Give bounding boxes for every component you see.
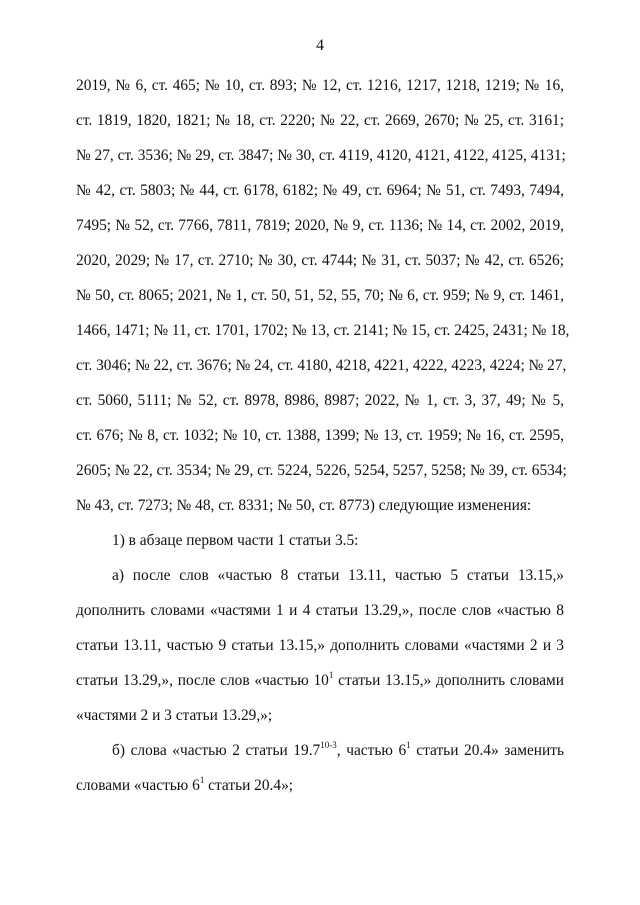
paragraph-line: № 43, ст. 7273; № 48, ст. 8331; № 50, ст. 8773) следующие изменения: bbox=[76, 497, 532, 514]
page-number: 4 bbox=[316, 37, 324, 54]
paragraph-line: ст. 676; № 8, ст. 1032; № 10, ст. 1388, 1399; № 13, ст. 1959; № 16, ст. 2595, bbox=[76, 427, 564, 444]
text-fragment: статьи 13.29,», после слов «частью 10 bbox=[76, 672, 329, 689]
paragraph-line: 2020, 2029; № 17, ст. 2710; № 30, ст. 4744; № 31, ст. 5037; № 42, ст. 6526; bbox=[76, 252, 564, 269]
item-a-line: дополнить словами «частями 1 и 4 статьи 13.29,», после слов «частью 8 bbox=[76, 602, 564, 619]
item-a-line bbox=[76, 671, 564, 691]
superscript: 10-3 bbox=[320, 740, 337, 750]
text-fragment: статьи 20.4»; bbox=[204, 777, 294, 794]
superscript: 1 bbox=[328, 670, 334, 680]
text-fragment: б) слова «частью 2 статьи 19.7 bbox=[112, 742, 321, 759]
text-fragment: , частью 6 bbox=[336, 742, 407, 759]
item-a-line: статьи 13.11, частью 9 статьи 13.15,» дополнить словами «частями 2 и 3 bbox=[76, 637, 564, 654]
paragraph-line: ст. 3046; № 22, ст. 3676; № 24, ст. 4180, 4218, 4221, 4222, 4223, 4224; № 27, bbox=[76, 357, 567, 374]
item-b-line bbox=[112, 741, 564, 761]
item-b-line bbox=[76, 776, 564, 796]
paragraph-line: 2605; № 22, ст. 3534; № 29, ст. 5224, 5226, 5254, 5257, 5258; № 39, ст. 6534; bbox=[76, 462, 567, 479]
item-1-heading: 1) в абзаце первом части 1 статьи 3.5: bbox=[112, 532, 359, 549]
paragraph-line: № 27, ст. 3536; № 29, ст. 3847; № 30, ст. 4119, 4120, 4121, 4122, 4125, 4131; bbox=[76, 147, 566, 164]
paragraph-line: 2019, № 6, ст. 465; № 10, ст. 893; № 12, ст. 1216, 1217, 1218, 1219; № 16, bbox=[76, 77, 564, 94]
paragraph-line: 7495; № 52, ст. 7766, 7811, 7819; 2020, № 9, ст. 1136; № 14, ст. 2002, 2019, bbox=[76, 217, 564, 234]
item-a-line: «частями 2 и 3 статьи 13.29,»; bbox=[76, 707, 273, 724]
item-a-line: а) после слов «частью 8 статьи 13.11, частью 5 статьи 13.15,» bbox=[112, 567, 564, 584]
superscript: 1 bbox=[199, 775, 205, 785]
paragraph-line: ст. 5060, 5111; № 52, ст. 8978, 8986, 8987; 2022, № 1, ст. 3, 37, 49; № 5, bbox=[76, 392, 564, 409]
superscript: 1 bbox=[406, 740, 411, 750]
paragraph-line: 1466, 1471; № 11, ст. 1701, 1702; № 13, ст. 2141; № 15, ст. 2425, 2431; № 18, bbox=[76, 322, 570, 339]
text-fragment: статьи 13.15,» дополнить словами bbox=[333, 672, 564, 689]
text-fragment: словами «частью 6 bbox=[76, 777, 200, 794]
paragraph-line: ст. 1819, 1820, 1821; № 18, ст. 2220; № 22, ст. 2669, 2670; № 25, ст. 3161; bbox=[76, 112, 564, 129]
text-fragment: статьи 20.4» заменить bbox=[410, 742, 564, 759]
paragraph-line: № 50, ст. 8065; 2021, № 1, ст. 50, 51, 52, 55, 70; № 6, ст. 959; № 9, ст. 1461, bbox=[76, 287, 564, 304]
paragraph-line: № 42, ст. 5803; № 44, ст. 6178, 6182; № 49, ст. 6964; № 51, ст. 7493, 7494, bbox=[76, 182, 564, 199]
